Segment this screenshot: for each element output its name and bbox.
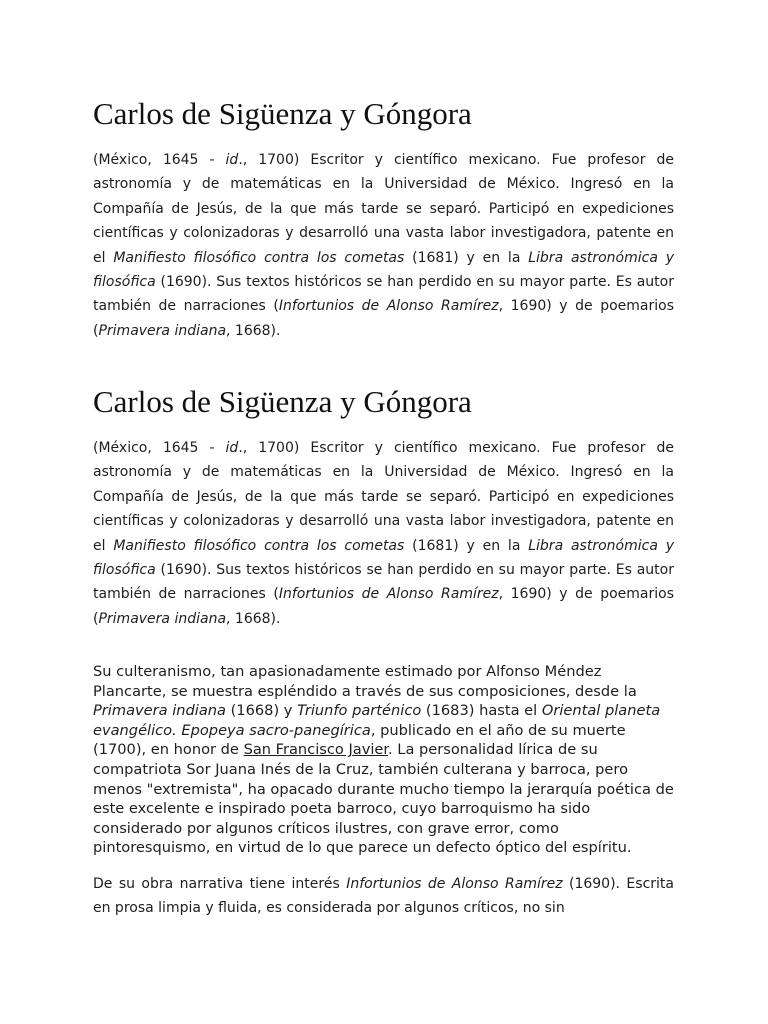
biography-paragraph-repeat: [93, 436, 674, 631]
text-run: (1690). Sus textos históricos se han perdido en su mayor parte. Es autor también de narraciones (: [93, 562, 674, 603]
text-run: (1668) y: [225, 702, 298, 720]
work-title: Primavera indiana: [98, 322, 227, 339]
text-run: (México, 1645 -: [93, 152, 226, 168]
text-run: (México, 1645 -: [93, 440, 226, 456]
work-title: Primavera indiana: [98, 610, 227, 627]
work-title: Libra astronómica y filosófica: [93, 537, 675, 579]
work-title: Oriental planeta evangélico. Epopeya sacro-panegírica: [93, 702, 661, 739]
text-run: . La personalidad lírica de su compatriota Sor Juana Inés de la Cruz, también culterana y barroca, pero menos "extremista", ha opacado durante mucho tiempo la jerarquía poética de este excelente e inspirado poeta barroco, cuyo barroquismo ha sido considerado por algunos críticos ilustres, con grave error, como pintoresquismo, en virtud de lo que parece un defecto óptico del espíritu.: [93, 741, 674, 857]
work-title: Infortunios de Alonso Ramírez: [278, 298, 499, 315]
work-title: Manifiesto filosófico contra los cometas: [113, 537, 405, 554]
biography-paragraph: [93, 148, 674, 343]
text-run: De su obra narrativa tiene interés: [93, 876, 347, 892]
text-run: , 1668).: [226, 610, 281, 627]
work-title: id: [225, 152, 239, 168]
text-run: (1681) y en la: [404, 537, 529, 554]
text-run: (1690). Escrita en prosa limpia y fluida, es considerada por algunos críticos, no sin: [93, 876, 674, 917]
text-run: , 1668).: [226, 322, 281, 339]
work-title: Triunfo parténico: [297, 702, 422, 720]
culteranismo-paragraph: [93, 662, 677, 858]
work-title: Primavera indiana: [93, 702, 226, 720]
text-run: ., 1700) Escritor y científico mexicano. Fue profesor de astronomía y de matemáticas en la Universidad de México. Ingresó en la Compañía de Jesús, de la que más tarde se separó. Participó en expediciones científicas y colonizadoras y desarrolló una vasta labor investigadora, patente en el: [93, 152, 675, 266]
narrativa-paragraph: [93, 872, 674, 921]
text-run: Su culteranismo, tan apasionadamente estimado por Alfonso Méndez Plancarte, se muestra espléndido a través de sus composiciones, desde la: [93, 663, 637, 700]
work-title: id: [225, 440, 239, 456]
work-title: Libra astronómica y filosófica: [93, 249, 675, 291]
work-title: Infortunios de Alonso Ramírez: [346, 876, 563, 892]
text-run: (1681) y en la: [404, 249, 529, 266]
biography-section-repeat: [93, 384, 674, 631]
page-title: Carlos de Sigüenza y Góngora: [93, 96, 472, 131]
biography-section: [93, 96, 674, 343]
text-run: (1683) hasta el: [421, 702, 542, 720]
section-title: Carlos de Sigüenza y Góngora: [93, 384, 472, 419]
text-run: (1690). Sus textos históricos se han perdido en su mayor parte. Es autor también de narraciones (: [93, 274, 674, 315]
text-run: ., 1700) Escritor y científico mexicano. Fue profesor de astronomía y de matemáticas en la Universidad de México. Ingresó en la Compañía de Jesús, de la que más tarde se separó. Participó en expediciones científicas y colonizadoras y desarrolló una vasta labor investigadora, patente en el: [93, 440, 675, 554]
text-run: , 1690) y de poemarios (: [93, 298, 675, 339]
text-run: , 1690) y de poemarios (: [93, 586, 675, 627]
san-francisco-javier-link[interactable]: San Francisco Javier: [243, 741, 389, 759]
work-title: Infortunios de Alonso Ramírez: [278, 586, 499, 603]
work-title: Manifiesto filosófico contra los cometas: [113, 249, 405, 266]
text-run: , publicado en el año de su muerte (1700), en honor de: [93, 721, 626, 759]
